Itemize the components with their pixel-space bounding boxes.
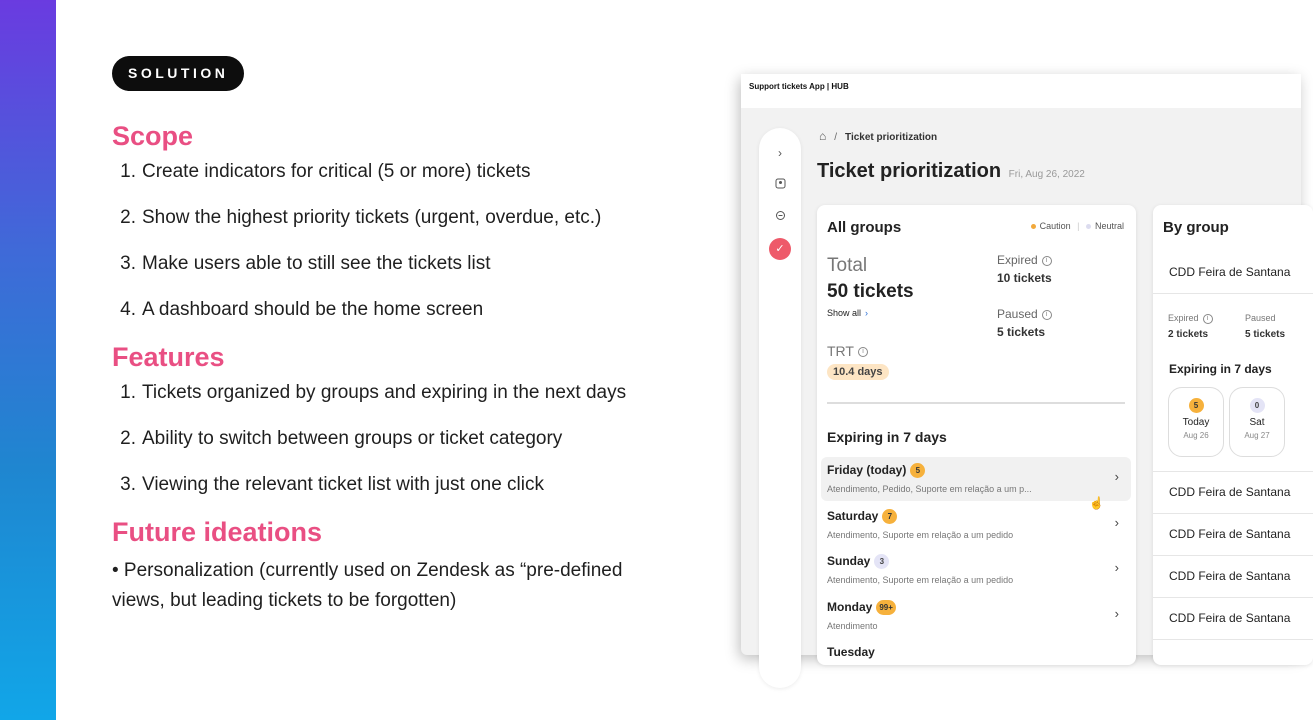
group-row[interactable]: CDD Feira de Santana [1169,569,1291,583]
show-all-link[interactable]: Show all › [827,308,869,318]
info-icon: i [1203,314,1213,324]
count-badge: 99+ [876,600,896,615]
info-icon: i [1042,256,1052,266]
info-icon: i [858,347,868,357]
list-item[interactable]: Friday (today) 5 Atendimento, Pedido, Suporte em relação a um p... › [821,457,1131,501]
chevron-right-icon: › [1114,515,1119,530]
app-screenshot [741,74,1301,659]
expired-value: 2 tickets [1168,329,1209,340]
info-icon: i [1042,310,1052,320]
paused-value: 5 tickets [997,325,1046,339]
list-item: 3. Make users able to still see the tickets list [120,253,491,274]
solution-pill: SOLUTION [112,56,244,91]
list-item[interactable]: Monday 99+ Atendimento › [827,600,1119,631]
list-item: 3. Viewing the relevant ticket list with just one click [120,474,544,495]
list-item: 1. Tickets organized by groups and expiring in the next days [120,382,627,403]
paused-value: 5 tickets [1245,329,1286,340]
total-label: Total [827,255,868,276]
scope-list [112,160,672,344]
count-badge: 7 [882,509,897,524]
list-item: 2. Ability to switch between groups or ticket category [120,428,563,449]
ticket-icon[interactable]: ✓ [769,238,791,260]
trt-label: TRT i [827,343,868,359]
chevron-right-icon: › [1114,469,1119,484]
neutral-dot [1086,224,1091,229]
all-groups-title: All groups [827,219,902,236]
future-title: Future ideations [112,517,323,547]
by-group-title: By group [1163,219,1229,236]
group-row[interactable]: CDD Feira de Santana [1169,527,1291,541]
by-group-card [1153,205,1313,665]
window-title: Support tickets App | HUB [741,74,1301,108]
breadcrumb-current[interactable]: Ticket prioritization [845,132,938,143]
home-icon[interactable]: ⌂ [819,129,827,143]
page-date: Fri, Aug 26, 2022 [1008,169,1085,180]
slide-content [112,56,672,616]
group-row[interactable]: CDD Feira de Santana [1169,611,1291,625]
caution-dot [1031,224,1036,229]
side-gradient-strip [0,0,56,720]
paused-label: Paused [1245,313,1276,323]
chevron-right-icon[interactable]: › [778,146,782,160]
list-item: 1. Create indicators for critical (5 or more) tickets [120,161,531,182]
nav-rail [759,128,801,688]
list-item[interactable]: Tuesday [827,645,875,659]
paused-label: Paused i [997,307,1052,321]
group-name[interactable]: CDD Feira de Santana [1169,265,1291,279]
expiring-title: Expiring in 7 days [1169,362,1272,376]
day-card[interactable]: 0 Sat Aug 27 [1229,387,1285,457]
person-icon[interactable] [759,178,801,192]
chat-icon[interactable] [759,210,801,224]
features-title: Features [112,342,225,372]
divider [827,402,1125,404]
legend: Caution | Neutral [1031,221,1124,231]
expired-value: 10 tickets [997,271,1052,285]
group-row[interactable]: CDD Feira de Santana [1169,485,1291,499]
expired-label: Expired i [1168,313,1213,324]
pointer-cursor-icon: ☝ [1089,496,1104,510]
breadcrumb: ⌂ / Ticket prioritization [819,129,938,143]
trt-badge: 10.4 days [827,364,889,380]
chevron-right-icon: › [865,308,869,318]
scope-title: Scope [112,121,194,151]
count-badge: 3 [874,554,889,569]
features-list [112,381,672,519]
list-item[interactable]: Saturday 7 Atendimento, Suporte em relação a um pedido › [827,509,1119,540]
all-groups-card [817,205,1136,665]
list-item: 4. A dashboard should be the home screen [120,299,484,320]
list-item[interactable]: Sunday 3 Atendimento, Suporte em relação a um pedido › [827,554,1119,585]
count-badge: 5 [910,463,925,478]
total-value: 50 tickets [827,281,914,302]
chevron-right-icon: › [1114,560,1119,575]
future-text: • Personalization (currently used on Zendesk as “pre-defined views, but leading tickets to be forgotten) [112,560,623,611]
page-title: Ticket prioritization Fri, Aug 26, 2022 [817,160,1085,182]
expired-label: Expired i [997,253,1052,267]
expiring-title: Expiring in 7 days [827,429,947,445]
day-card[interactable]: 5 Today Aug 26 [1168,387,1224,457]
chevron-right-icon: › [1114,606,1119,621]
list-item: 2. Show the highest priority tickets (urgent, overdue, etc.) [120,207,602,228]
